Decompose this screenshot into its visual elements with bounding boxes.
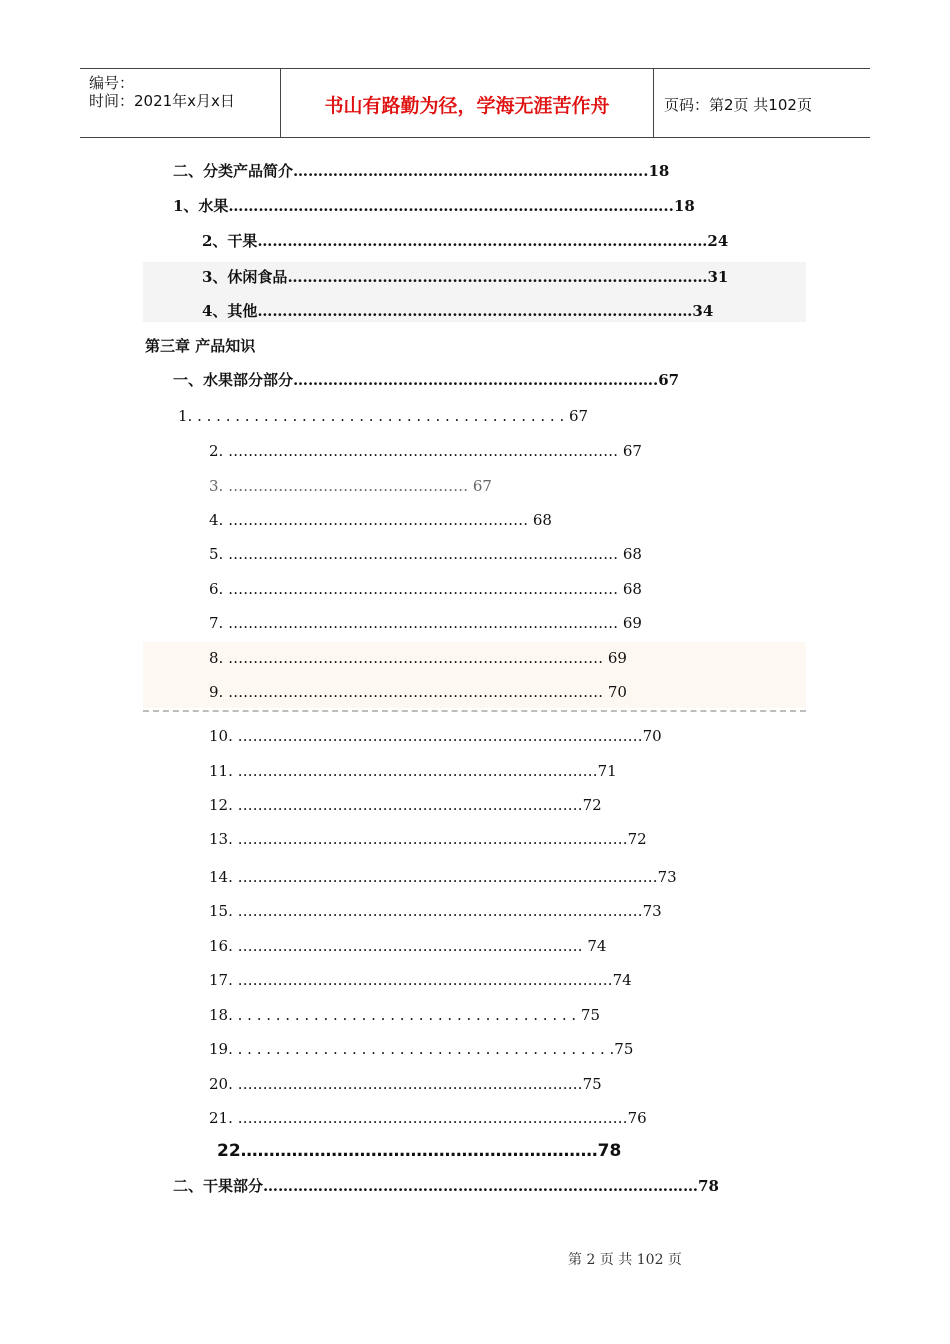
toc-entry[interactable]: 1、水果……………………………………………………………………………..18 <box>173 197 695 215</box>
toc-entry[interactable]: 10. ………………………………………………………………………70 <box>209 727 662 745</box>
toc-entry[interactable]: 3. ………………………………………… 67 <box>209 477 492 495</box>
header-meta-cell <box>80 69 281 137</box>
number-label: 编号： <box>89 74 135 92</box>
toc-entry[interactable]: 1. . . . . . . . . . . . . . . . . . . . . . . . . . . . . . . . . . . . . . . . 67 <box>178 407 589 425</box>
toc-entry[interactable]: 17. …………………………………………………………………74 <box>209 971 632 989</box>
toc-entry[interactable]: 6. …………………………………………………………………… 68 <box>209 580 642 598</box>
toc-entry[interactable]: 8. ………………………………………………………………… 69 <box>209 649 627 667</box>
toc-entry[interactable]: 19. . . . . . . . . . . . . . . . . . . . . . . . . . . . . . . . . . . . . . . . .75 <box>209 1040 634 1058</box>
time-label: 时间：2021年x月x日 <box>89 92 235 110</box>
toc-entry[interactable]: 18. . . . . . . . . . . . . . . . . . . . . . . . . . . . . . . . . . . . . 75 <box>209 1006 601 1024</box>
toc-entry[interactable]: 二、分类产品简介……………………………………………………………..18 <box>173 162 670 180</box>
page-break-divider <box>143 710 806 712</box>
header-page-cell <box>654 69 870 137</box>
toc-entry[interactable]: 14. …………………………………………………………………………73 <box>209 868 677 886</box>
header-motto-cell <box>281 69 654 137</box>
toc-entry[interactable]: 12. ……………………………………………………………72 <box>209 796 602 814</box>
motto: 书山有路勤为径，学海无涯苦作舟 <box>324 95 610 117</box>
toc-entry[interactable]: 22………………………………………………………78 <box>217 1141 622 1161</box>
toc-entry[interactable]: 2、干果………………………………………………………………………………24 <box>202 232 729 250</box>
toc-entry[interactable]: 20. ……………………………………………………………75 <box>209 1075 602 1093</box>
toc-entry[interactable]: 二、干果部分……………………………………………………………………………78 <box>173 1177 719 1195</box>
toc-entry[interactable]: 4. …………………………………………………… 68 <box>209 511 552 529</box>
header-table <box>80 68 870 138</box>
toc-entry[interactable]: 16. …………………………………………………………… 74 <box>209 937 607 955</box>
toc-entry[interactable]: 9. ………………………………………………………………… 70 <box>209 683 627 701</box>
toc-entry[interactable]: 11. ………………………………………………………………71 <box>209 762 617 780</box>
toc-entry[interactable]: 2. …………………………………………………………………… 67 <box>209 442 642 460</box>
toc-entry[interactable]: 7. …………………………………………………………………… 69 <box>209 614 642 632</box>
toc-entry[interactable]: 13. ……………………………………………………………………72 <box>209 830 647 848</box>
toc-entry[interactable]: 21. ……………………………………………………………………76 <box>209 1109 647 1127</box>
page-info: 页码：第2页 共102页 <box>664 96 812 114</box>
toc-entry[interactable]: 5. …………………………………………………………………… 68 <box>209 545 642 563</box>
toc-entry[interactable]: 3、休闲食品…………………………………………………………………………31 <box>202 268 729 286</box>
toc-entry[interactable]: 一、水果部分部分……………………………………………………………….67 <box>173 371 680 389</box>
chapter-heading[interactable]: 第三章 产品知识 <box>145 337 256 355</box>
toc-entry[interactable]: 4、其他……………………………………………………………………………34 <box>202 302 714 320</box>
toc-entry[interactable]: 15. ………………………………………………………………………73 <box>209 902 662 920</box>
page-footer: 第 2 页 共 102 页 <box>568 1252 682 1268</box>
